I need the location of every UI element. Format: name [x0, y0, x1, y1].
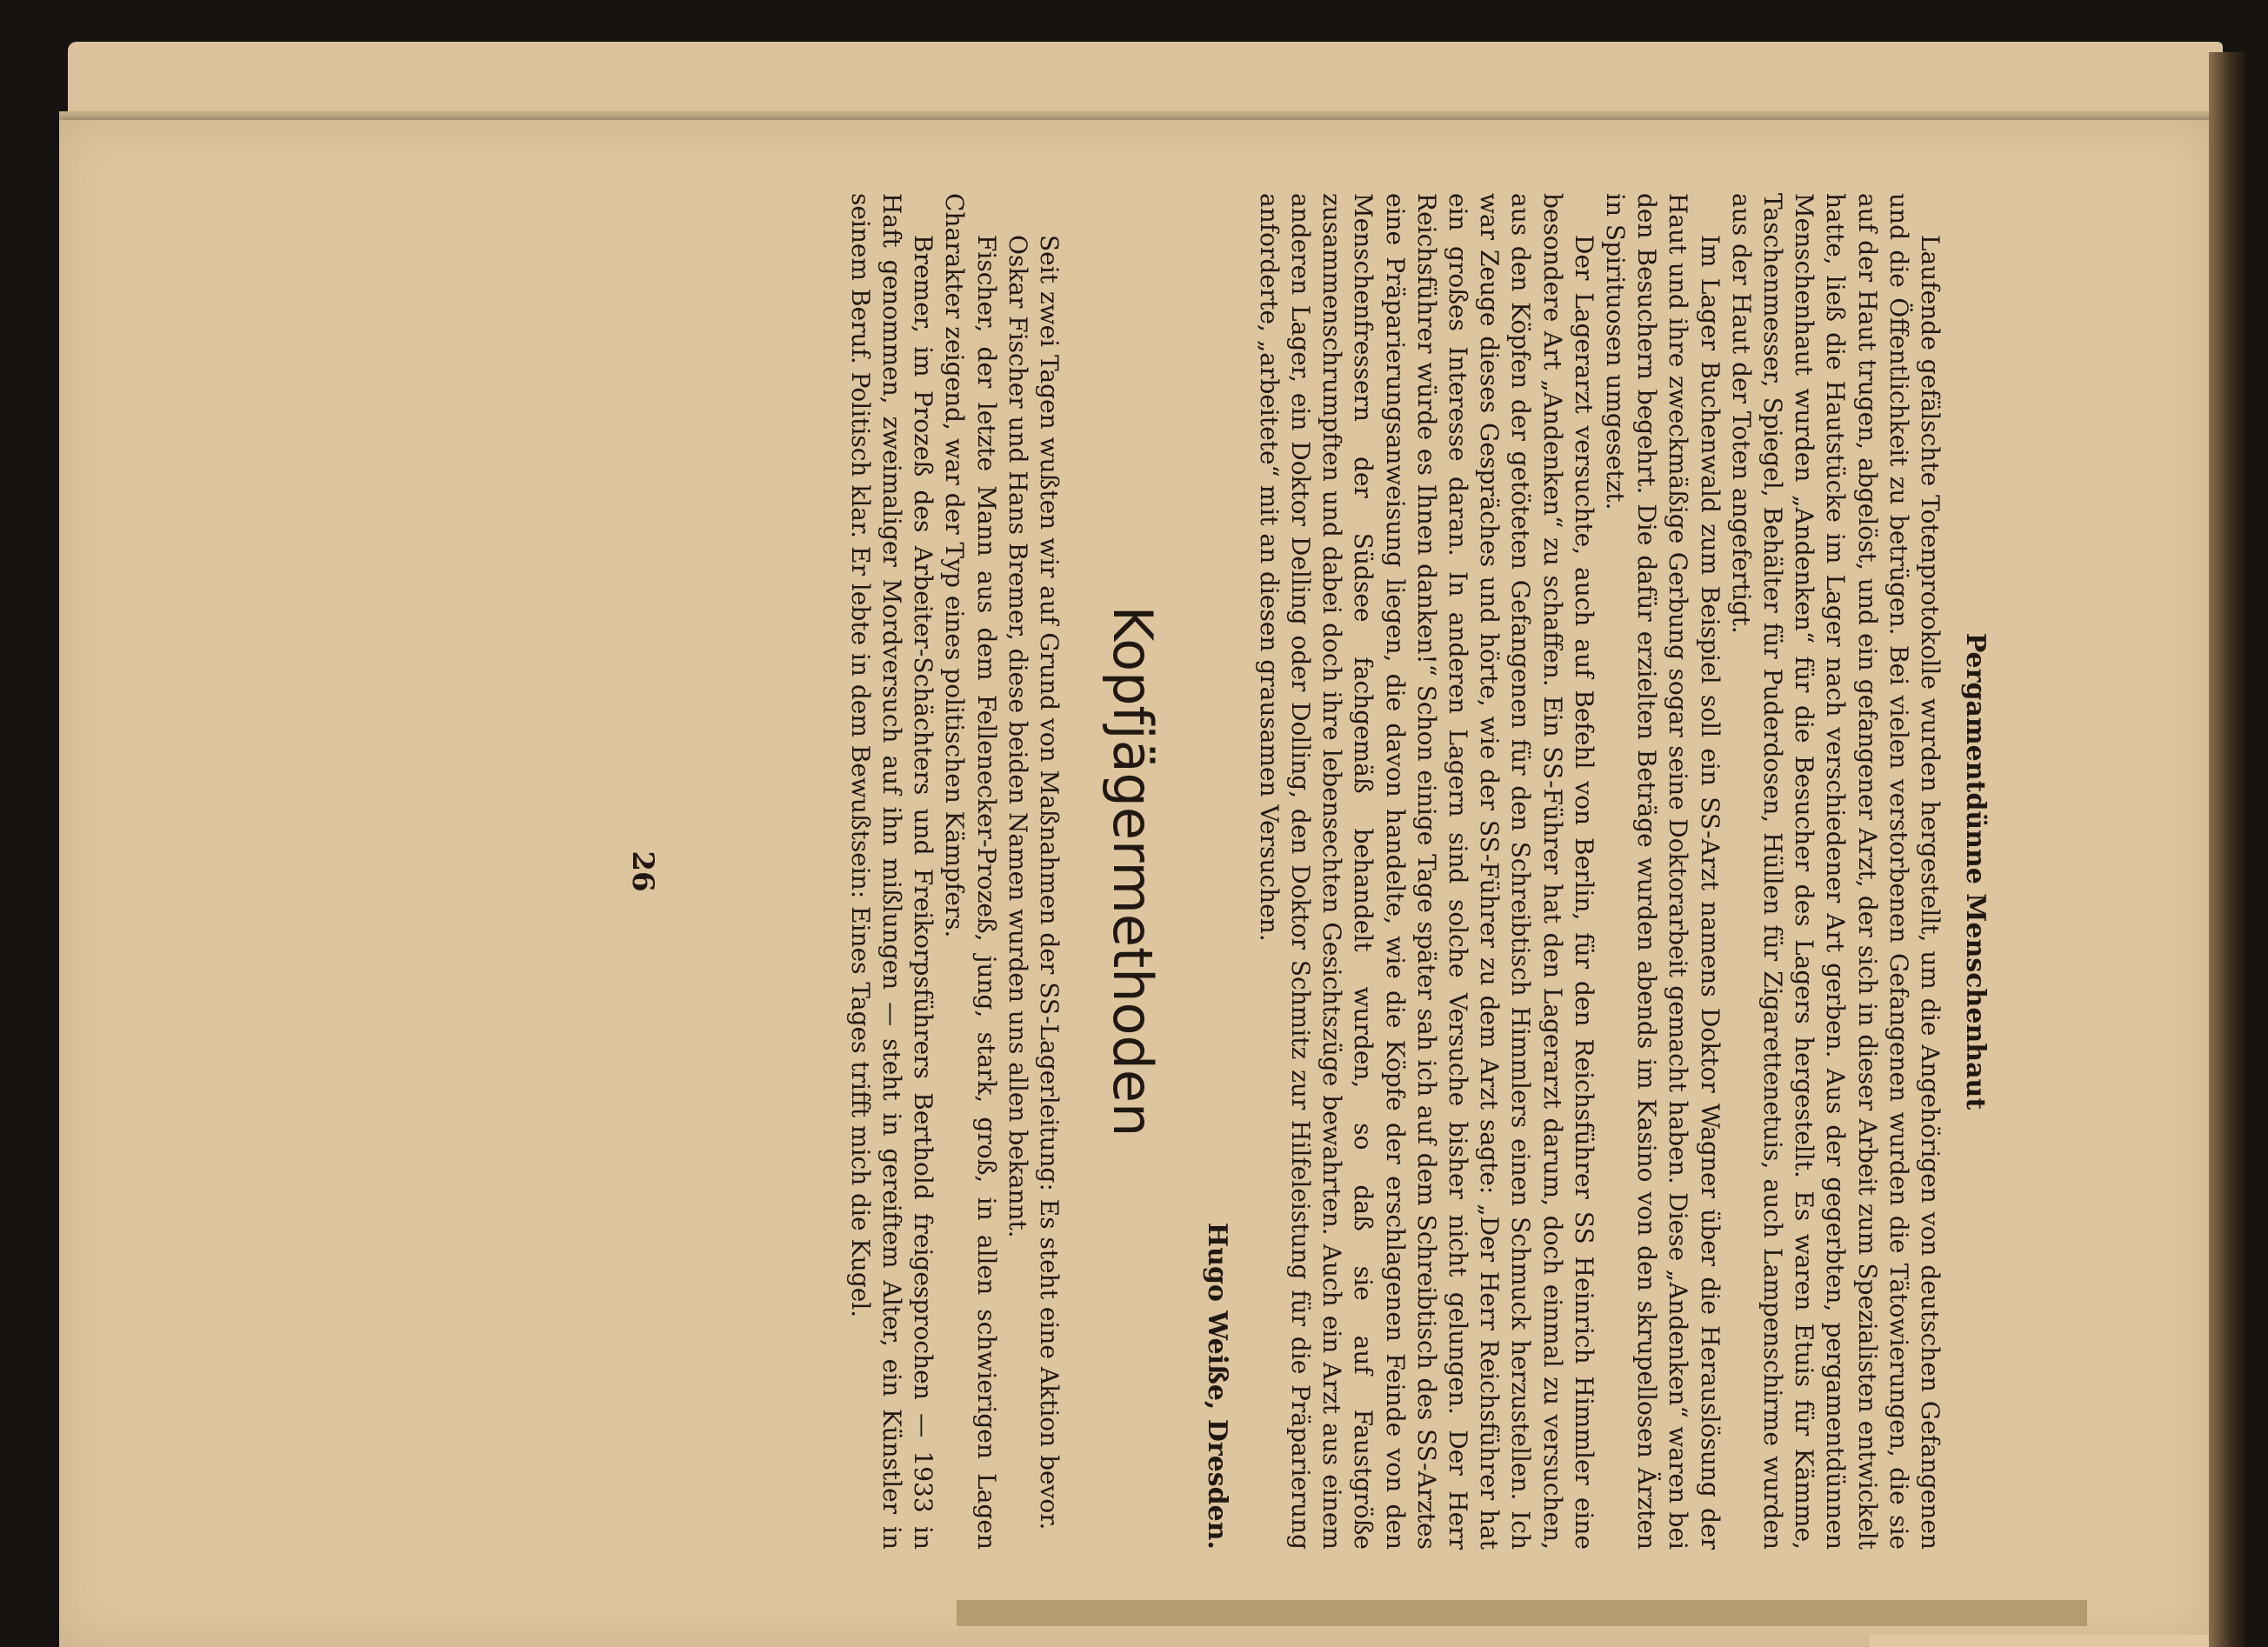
section1-signature: Hugo Weiße, Dresden.: [1202, 1222, 1232, 1550]
section2-paragraph-3: Fischer, der letzte Mann aus dem Fellenecker-Prozeß, jung, stark, groß, in allen schwierigen Lagen Charakter zeigend, war der Typ eines politischen Kämpfers.: [940, 193, 1001, 1550]
rotated-text-block: [321, 193, 1991, 1550]
section2-paragraph-4: Bremer, im Prozeß des Arbeiter-Schächters und Freikorpsführers Berthold freigesprochen — 1933 in Haft genommen, zweimaliger Mordversuch auf ihn mißlungen — steht in gereiftem Alter, ein Künstler in seinem Beruf. Politisch klar. Er lebte in dem Bewußtsein: Eines Tages trifft mich die Kugel.: [845, 193, 938, 1550]
section1-paragraph-1: Laufende gefälschte Totenprotokolle wurden hergestellt, um die Angehörigen von deutschen Gefangenen und die Öffentlichkeit zu betrügen. Bei vielen verstorbenen Gefangenen wurden die Tätowierungen, die sie auf der Haut trugen, abgelöst, und ein gefangener Arzt, der sich in dieser Arbeit zum Spezialisten entwickelt hatte, ließ die Hautstücke im Lager nach verschiedener Art gerben. Aus der gegerbten, pergamentdünnen Menschenhaut wurden „Andenken“ für die Besucher des Lagers hergestellt. Es waren Etuis für Kämme, Taschenmesser, Spiegel, Behälter für Puderdosen, Hüllen für Zigarettenetuis, auch Lampenschirme wurden aus der Haut der Toten angefertigt.: [1726, 193, 1944, 1550]
book-spine-edge: [2209, 52, 2245, 1647]
section1-paragraph-2: Im Lager Buchenwald zum Beispiel soll ein SS-Arzt namens Doktor Wagner über die Herauslösung der Haut und ihre zweckmäßige Gerbung sogar seine Doktorarbeit gemacht haben. Diese „Andenken“ waren bei den Besuchern begehrt. Die dafür erzielten Beträge wurden abends im Kasino von den skrupellosen Ärzten in Spirituosen umgesetzt.: [1600, 193, 1724, 1550]
page-bottom-strip: [1870, 1635, 2209, 1647]
section1-body: [1253, 193, 1945, 1550]
section2-paragraph-2: Oskar Fischer und Hans Bremer, diese beiden Namen wurden uns allen bekannt.: [1003, 235, 1032, 1238]
section1-title: Pergamentdünne Menschenhaut: [1960, 632, 1991, 1110]
section1-paragraph-3: Der Lagerarzt versuchte, auch auf Befehl von Berlin, für den Reichsführer SS Heinrich Himmler eine besondere Art „Andenken“ zu schaffen. Ein SS-Führer hat den Lagerarzt darum, doch einmal zu versuchen, aus den Köpfen der getöteten Gefangenen für den Schreibtisch Himmlers einen Schmuck herzustellen. Ich war Zeuge dieses Gespräches und hörte, wie der SS-Führer zu dem Arzt sagte: „Der Herr Reichsführer hat ein großes Interesse daran. In anderen Lagern sind solche Versuche bisher nicht gelungen. Der Herr Reichsführer würde es Ihnen danken!“ Schon einige Tage später sah ich auf dem Schreibtisch des SS-Arztes eine Präparierungsanweisung liegen, die davon handelte, wie die Köpfe der erschlagenen Feinde von den Menschenfressern der Südsee fachgemäß behandelt wurden, so daß sie auf Faustgröße zusammenschrumpften und dabei doch ihre lebensechten Gesichtszüge bewahrten. Auch ein Arzt aus einem anderen Lager, ein Doktor Delling oder Dolling, den Doktor Schmitz zur Hilfeleistung für die Präparierung anforderte, „arbeitete“ mit an diesen grausamen Versuchen.: [1254, 193, 1598, 1550]
page-number: 26: [625, 850, 660, 892]
page-bottom-wear: [957, 1600, 2087, 1626]
section2-paragraph-1: Seit zwei Tagen wußten wir auf Grund von Maßnahmen der SS-Lagerleitung: Es steht eine Aktion bevor.: [1035, 235, 1064, 1530]
page-fold: [59, 111, 2214, 120]
section2-title: Kopfjägermethoden: [1101, 605, 1164, 1137]
section2-body: [844, 193, 1064, 1550]
